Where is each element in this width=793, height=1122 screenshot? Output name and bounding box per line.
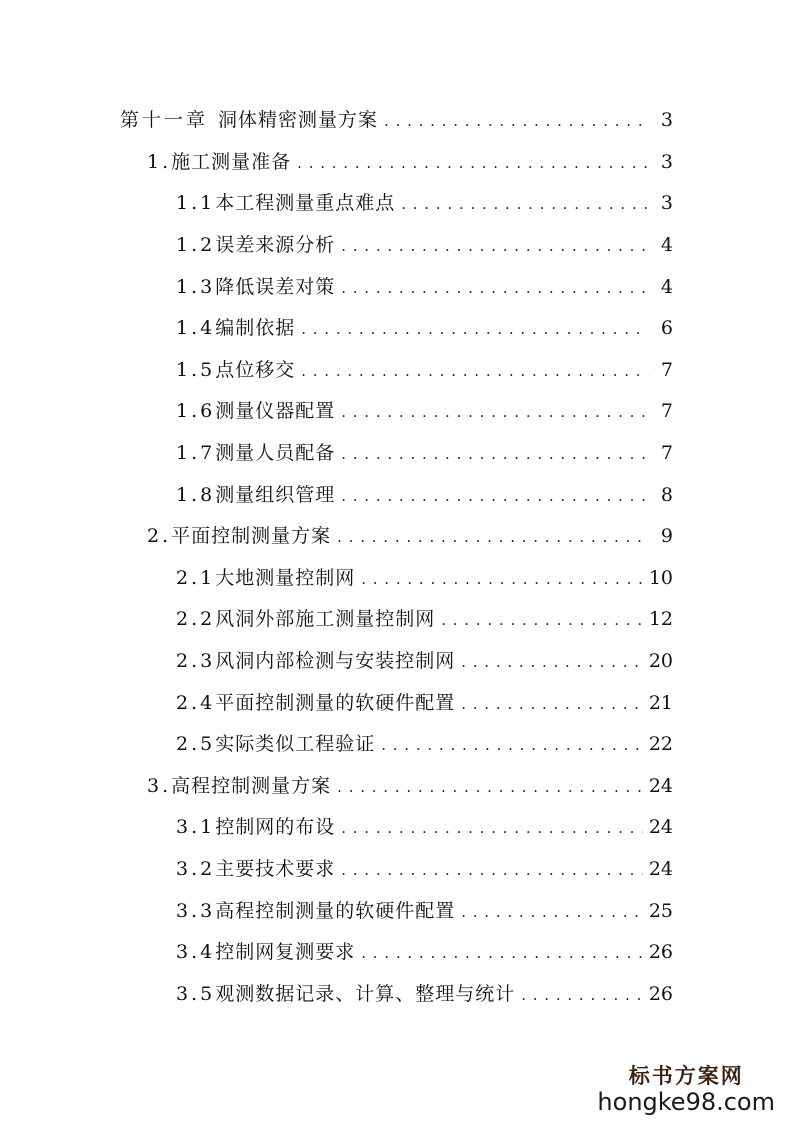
toc-title: 风洞内部检测与安装控制网: [215, 650, 456, 673]
watermark-logo: [597, 1060, 775, 1116]
toc-page-number: 10: [648, 566, 673, 589]
toc-number: 1.4: [176, 317, 216, 340]
toc-title: 本工程测量重点难点: [215, 192, 396, 215]
toc-number: 2.5: [176, 733, 216, 756]
toc-title: 高程控制测量方案: [171, 774, 332, 797]
toc-page-number: 9: [660, 525, 673, 548]
toc-page-number: 26: [648, 982, 673, 1005]
dot-leader: [341, 861, 643, 879]
table-of-contents: [0, 98, 793, 1013]
toc-title: 主要技术要求: [215, 857, 336, 880]
toc-title: 平面控制测量的软硬件配置: [215, 691, 456, 714]
dot-leader: [521, 986, 643, 1004]
toc-entry[interactable]: [0, 431, 793, 473]
toc-number: 1.8: [176, 483, 216, 506]
toc-number: 3.: [147, 774, 172, 797]
toc-page-number: 22: [648, 733, 673, 756]
dot-leader: [341, 445, 649, 463]
toc-entry[interactable]: [0, 472, 793, 514]
toc-title: 观测数据记录、计算、整理与统计: [215, 982, 516, 1005]
toc-page-number: 3: [660, 109, 673, 132]
toc-page-number: 25: [648, 899, 673, 922]
toc-number: 3.4: [176, 941, 216, 964]
dot-leader: [341, 279, 649, 297]
toc-page-number: 3: [660, 150, 673, 173]
toc-page-number: 26: [648, 941, 673, 964]
dot-leader: [461, 653, 643, 671]
dot-leader: [401, 195, 649, 213]
toc-entry[interactable]: [0, 680, 793, 722]
toc-number: 1.1: [176, 192, 216, 215]
toc-number: 1.7: [176, 442, 216, 465]
toc-entry[interactable]: [0, 223, 793, 265]
toc-page-number: 6: [660, 317, 673, 340]
toc-number: 2.: [147, 525, 172, 548]
toc-title: 点位移交: [215, 358, 296, 381]
toc-number: 2.2: [176, 608, 216, 631]
toc-entry[interactable]: [0, 264, 793, 306]
dot-leader: [461, 903, 643, 921]
toc-number: 2.1: [176, 566, 216, 589]
dot-leader: [361, 944, 643, 962]
dot-leader: [341, 487, 649, 505]
toc-page-number: 7: [660, 400, 673, 423]
toc-title: 高程控制测量的软硬件配置: [215, 899, 456, 922]
dot-leader: [297, 154, 649, 172]
dot-leader: [337, 778, 643, 796]
watermark-title: 标书方案网: [628, 1063, 744, 1088]
dot-leader: [341, 403, 649, 421]
toc-entry[interactable]: [0, 556, 793, 598]
toc-title: 洞体精密测量方案: [218, 109, 379, 132]
toc-entry[interactable]: [0, 888, 793, 930]
toc-entry[interactable]: [0, 181, 793, 223]
toc-title: 降低误差对策: [215, 275, 336, 298]
toc-entry[interactable]: [0, 597, 793, 639]
toc-number: 3.5: [176, 982, 216, 1005]
toc-page-number: 3: [660, 192, 673, 215]
toc-page-number: 12: [648, 608, 673, 631]
dot-leader: [441, 611, 643, 629]
toc-title: 施工测量准备: [171, 150, 292, 173]
dot-leader: [461, 695, 643, 713]
dot-leader: [361, 570, 643, 588]
toc-entry[interactable]: [0, 971, 793, 1013]
toc-entry[interactable]: [0, 140, 793, 182]
toc-entry[interactable]: [0, 847, 793, 889]
toc-title: 大地测量控制网: [215, 566, 356, 589]
toc-title: 测量人员配备: [215, 442, 336, 465]
toc-page-number: 24: [648, 774, 673, 797]
dot-leader: [301, 320, 649, 338]
toc-title: 控制网的布设: [215, 816, 336, 839]
toc-page-number: 4: [660, 234, 673, 257]
dot-leader: [341, 819, 643, 837]
toc-page-number: 7: [660, 442, 673, 465]
dot-leader: [384, 112, 649, 130]
toc-page-number: 21: [648, 691, 673, 714]
toc-page-number: 24: [648, 857, 673, 880]
toc-number: 1.3: [176, 275, 216, 298]
toc-page-number: 8: [660, 483, 673, 506]
toc-number: 1.6: [176, 400, 216, 423]
toc-title: 实际类似工程验证: [215, 733, 376, 756]
dot-leader: [381, 736, 643, 754]
toc-title: 风洞外部施工测量控制网: [215, 608, 436, 631]
toc-title: 平面控制测量方案: [171, 525, 332, 548]
toc-number: 1.: [147, 150, 172, 173]
toc-page-number: 7: [660, 358, 673, 381]
toc-page-number: 24: [648, 816, 673, 839]
dot-leader: [337, 528, 649, 546]
dot-leader: [341, 237, 649, 255]
toc-number: 1.5: [176, 358, 216, 381]
toc-entry[interactable]: [0, 764, 793, 806]
toc-page-number: 4: [660, 275, 673, 298]
toc-title: 控制网复测要求: [215, 941, 356, 964]
toc-title: 测量仪器配置: [215, 400, 336, 423]
toc-number: 3.2: [176, 857, 216, 880]
toc-number: 2.3: [176, 650, 216, 673]
toc-number: 2.4: [176, 691, 216, 714]
toc-entry[interactable]: [0, 639, 793, 681]
toc-number: 3.3: [176, 899, 216, 922]
toc-entry[interactable]: [0, 805, 793, 847]
toc-page-number: 20: [648, 650, 673, 673]
toc-entry[interactable]: [0, 389, 793, 431]
watermark-url: hongke98.com: [597, 1088, 775, 1116]
toc-title: 误差来源分析: [215, 234, 336, 257]
dot-leader: [301, 362, 649, 380]
toc-number: 1.2: [176, 234, 216, 257]
toc-entry[interactable]: [0, 722, 793, 764]
toc-entry[interactable]: [0, 514, 793, 556]
toc-entry[interactable]: [0, 306, 793, 348]
toc-entry[interactable]: [0, 98, 793, 140]
toc-entry[interactable]: [0, 348, 793, 390]
toc-title: 编制依据: [215, 317, 296, 340]
toc-number: 3.1: [176, 816, 216, 839]
toc-number: 第十一章: [120, 109, 209, 132]
toc-title: 测量组织管理: [215, 483, 336, 506]
toc-entry[interactable]: [0, 930, 793, 972]
